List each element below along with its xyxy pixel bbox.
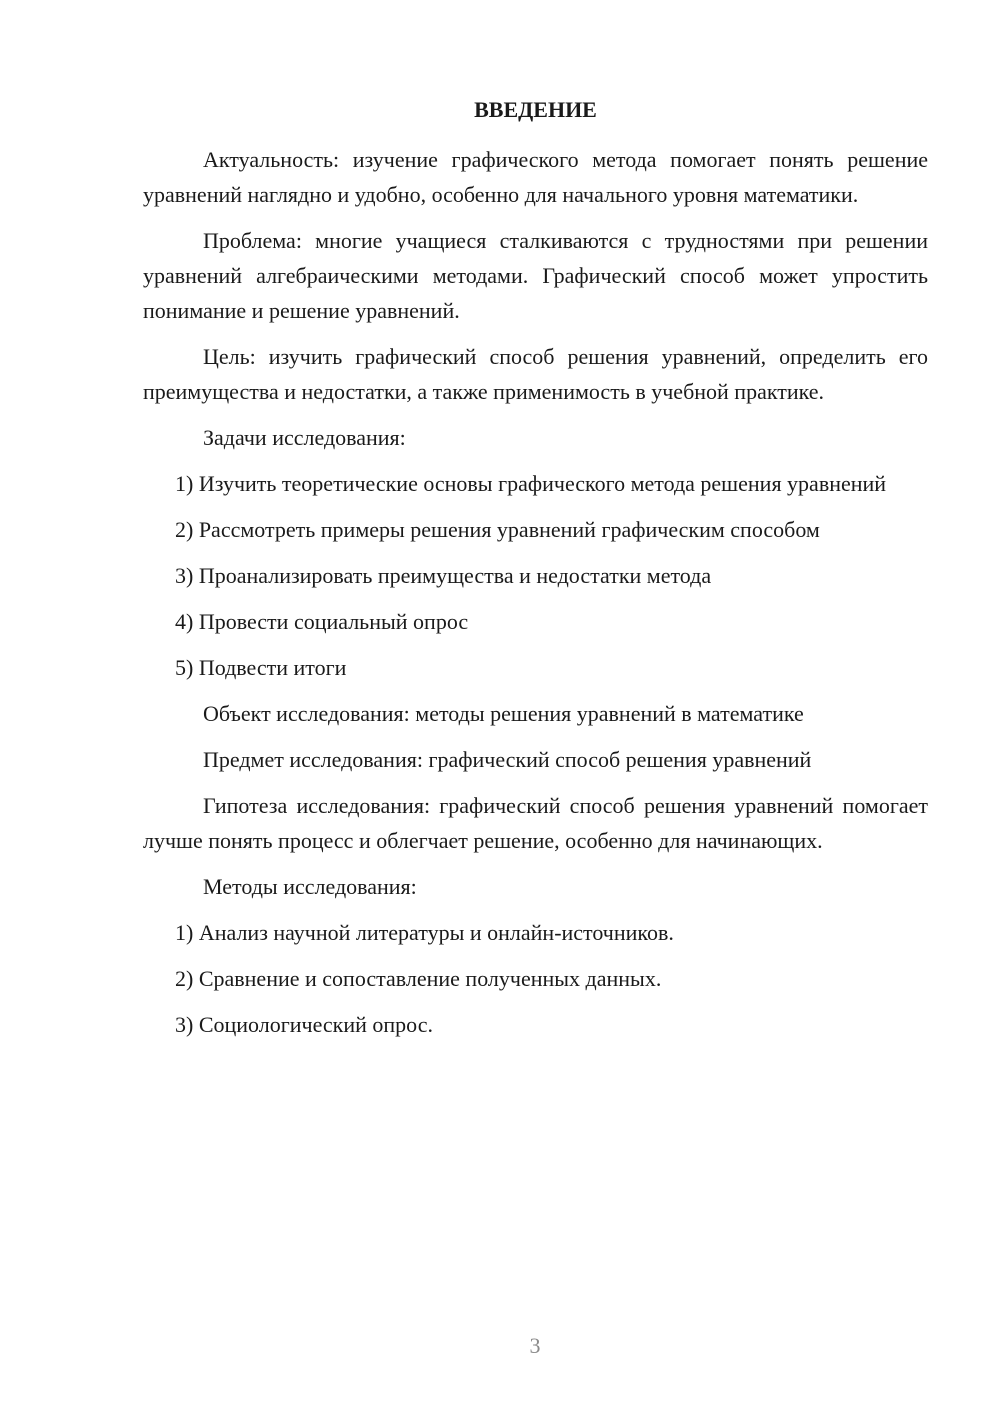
- list-item: 2) Рассмотреть примеры решения уравнений графическим способом: [175, 517, 820, 542]
- list-item: 2) Сравнение и сопоставление полученных данных.: [175, 966, 662, 991]
- subject-paragraph: Предмет исследования: графический способ решения уравнений: [203, 747, 812, 772]
- tasks-list: [143, 466, 928, 685]
- page-number: 3: [529, 1333, 541, 1358]
- list-item: 1) Анализ научной литературы и онлайн-источников.: [175, 920, 674, 945]
- list-item: 4) Провести социальный опрос: [175, 609, 469, 634]
- page-title: ВВЕДЕНИЕ: [474, 97, 597, 122]
- hypothesis-paragraph: Гипотеза исследования: графический способ решения уравнений помогает лучше понять процесс и облегчает решение, особенно для начинающих.: [143, 793, 928, 853]
- relevance-paragraph: Актуальность: изучение графического метода помогает понять решение уравнений наглядно и удобно, особенно для начального уровня математики.: [143, 147, 928, 207]
- tasks-heading: Задачи исследования:: [203, 425, 406, 450]
- list-item: 3) Социологический опрос.: [175, 1012, 433, 1037]
- object-paragraph: Объект исследования: методы решения уравнений в математике: [203, 701, 804, 726]
- list-item: 5) Подвести итоги: [175, 655, 347, 680]
- problem-paragraph: Проблема: многие учащиеся сталкиваются с трудностями при решении уравнений алгебраическими методами. Графический способ может упростить понимание и решение уравнений.: [143, 228, 928, 323]
- goal-paragraph: Цель: изучить графический способ решения уравнений, определить его преимущества и недостатки, а также применимость в учебной практике.: [143, 344, 928, 404]
- methods-list: [143, 915, 928, 1042]
- methods-heading: Методы исследования:: [203, 874, 417, 899]
- list-item: 1) Изучить теоретические основы графического метода решения уравнений: [175, 471, 887, 496]
- document-page: [143, 92, 928, 1053]
- list-item: 3) Проанализировать преимущества и недостатки метода: [175, 563, 712, 588]
